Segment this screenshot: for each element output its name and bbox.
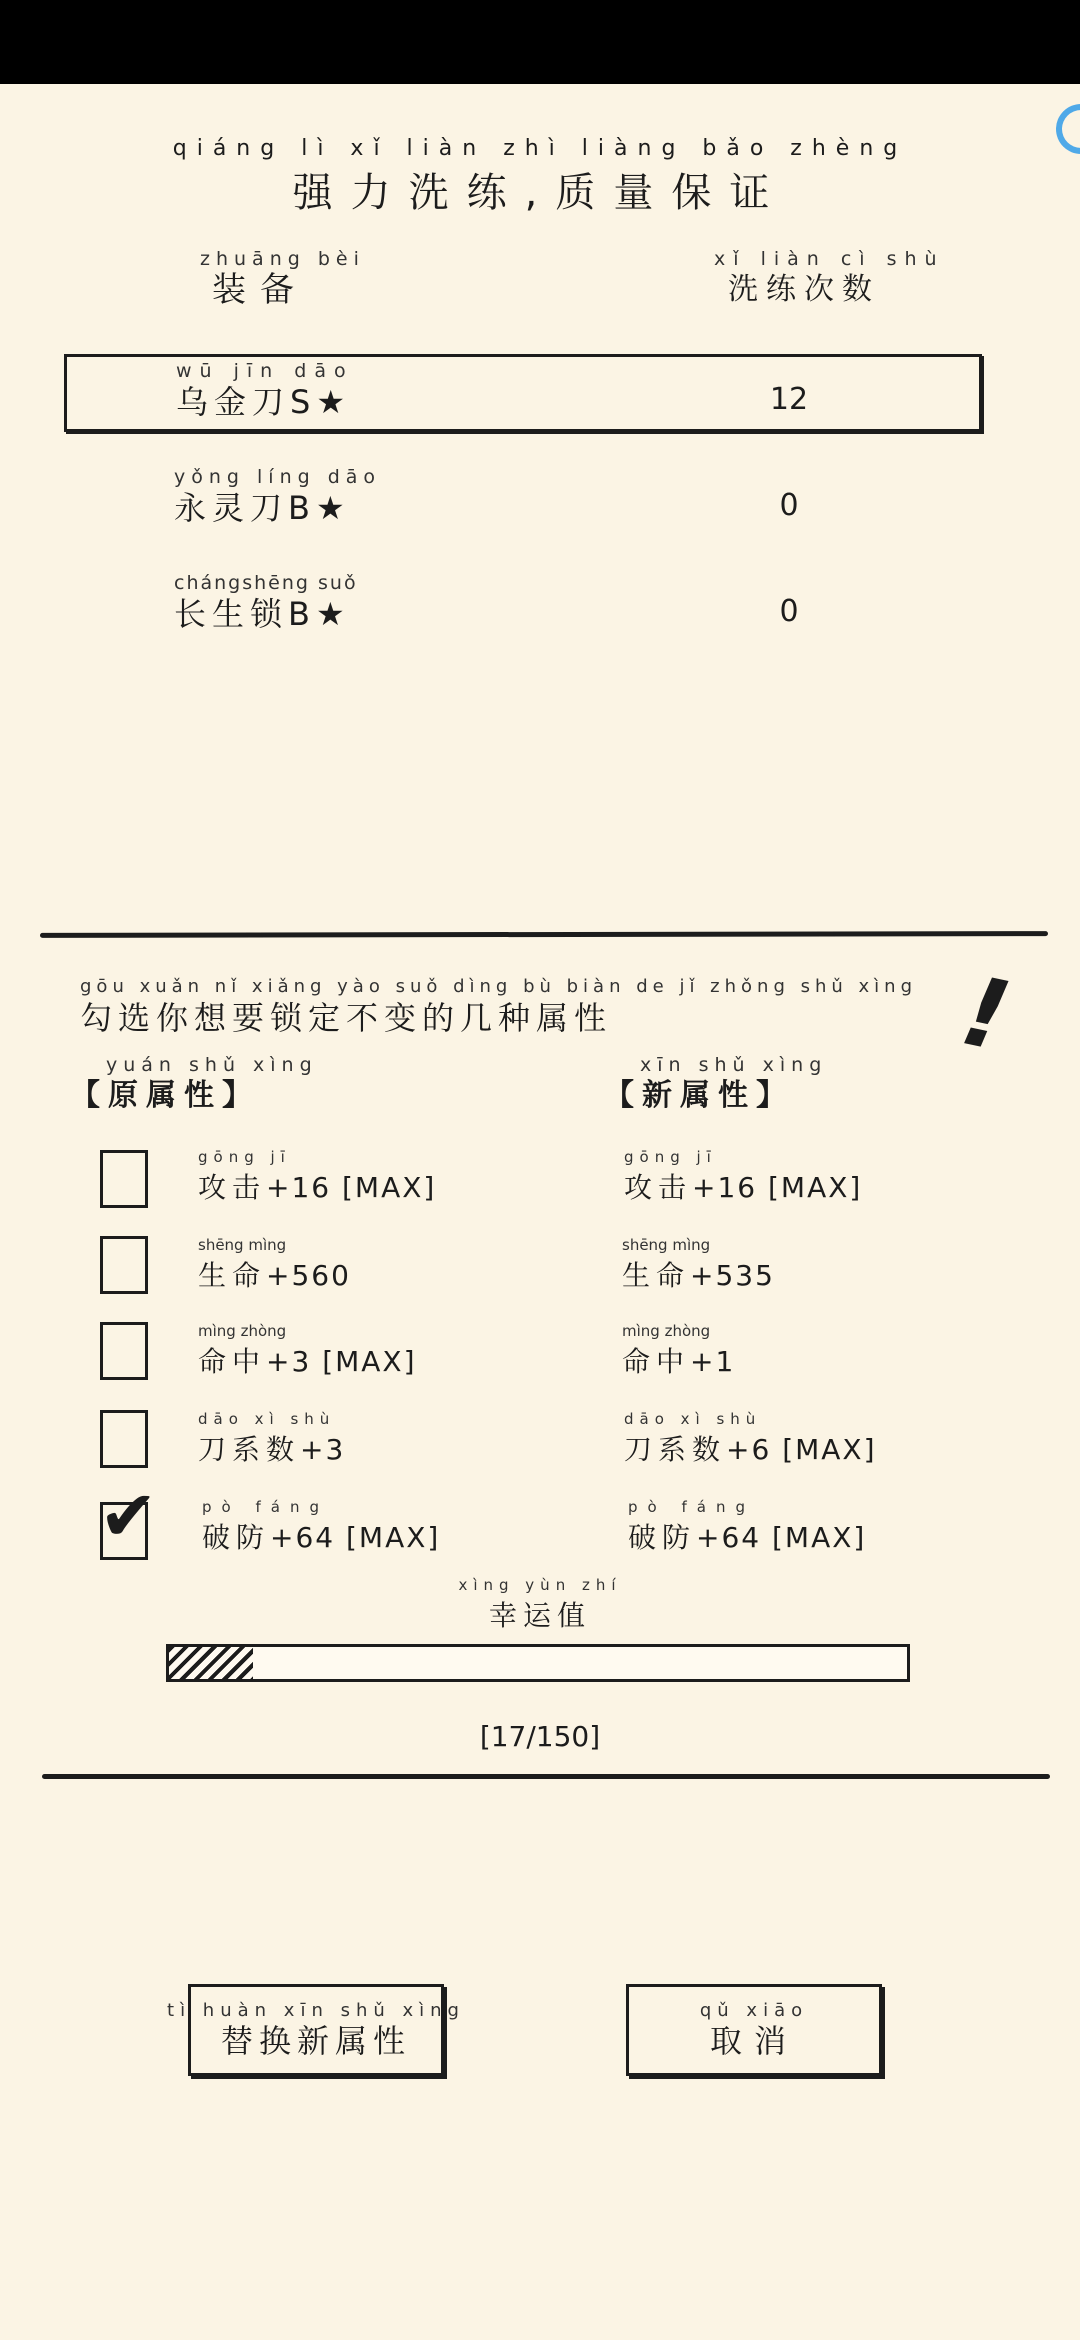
lock-checkbox-health[interactable] (100, 1236, 148, 1294)
equipment-pinyin: chángshēng suǒ (174, 572, 358, 594)
new-attribute-hit: mìng zhòng 命中+1 (622, 1322, 736, 1378)
refine-count: 0 (779, 594, 799, 629)
equipment-name: 长生锁B★ (174, 595, 351, 633)
old-attributes-header: yuán shǔ xìng 【原属性】 (70, 1054, 318, 1113)
equipment-row[interactable] (64, 568, 982, 644)
new-attribute-blade-coefficient: dāo xì shù 刀系数+6 [MAX] (624, 1410, 877, 1466)
equipment-row[interactable] (64, 462, 982, 538)
warning-icon[interactable]: ! (952, 954, 1019, 1074)
checkmark-icon: ✔ (99, 1475, 158, 1557)
equipment-row[interactable] (64, 356, 982, 432)
new-attribute-health: shēng mìng 生命+535 (622, 1236, 775, 1292)
section-divider (40, 931, 1048, 938)
old-attribute-health: shēng mìng 生命+560 (198, 1236, 351, 1292)
cancel-button[interactable]: qǔ xiāo 取消 (626, 1984, 882, 2076)
page-title-text: 强力洗练,质量保证 (292, 170, 788, 216)
lock-instruction: gōu xuǎn nǐ xiǎng yào suǒ dìng bù biàn de jǐ zhǒng shǔ xìng 勾选你想要锁定不变的几种属性 (80, 976, 917, 1037)
lock-checkbox-attack[interactable] (100, 1150, 148, 1208)
replace-new-attributes-button[interactable]: tì huàn xīn shǔ xìng 替换新属性 (188, 1984, 444, 2076)
equipment-name: 乌金刀S★ (176, 383, 352, 421)
lock-checkbox-blade-coefficient[interactable] (100, 1410, 148, 1468)
status-bar (0, 0, 1080, 84)
luck-label: xìng yùn zhí 幸运值 (458, 1576, 622, 1632)
refine-count-column-header: xǐ liàn cì shù 洗练次数 (714, 248, 945, 307)
equipment-column-header: zhuāng bèi 装备 (200, 248, 365, 310)
page-title-pinyin: qiáng lì xǐ liàn zhì liàng bǎo zhèng (172, 136, 908, 161)
old-attribute-blade-coefficient: dāo xì shù 刀系数+3 (198, 1410, 346, 1466)
new-attribute-attack: gōng jī 攻击+16 [MAX] (624, 1148, 863, 1204)
luck-value: [17/150] (479, 1720, 601, 1753)
equipment-name: 永灵刀B★ (174, 489, 351, 527)
old-attribute-hit: mìng zhòng 命中+3 [MAX] (198, 1322, 417, 1378)
lock-checkbox-armor-break[interactable] (99, 1475, 158, 1560)
old-attribute-armor-break: pò fáng 破防+64 [MAX] (202, 1498, 441, 1554)
old-attribute-attack: gōng jī 攻击+16 [MAX] (198, 1148, 437, 1204)
luck-progress-bar (166, 1644, 910, 1682)
page-title (0, 136, 1080, 218)
lock-checkbox-hit[interactable] (100, 1322, 148, 1380)
equipment-pinyin: wū jīn dāo (176, 360, 354, 382)
refine-count: 12 (769, 382, 809, 417)
new-attribute-armor-break: pò fáng 破防+64 [MAX] (628, 1498, 867, 1554)
refine-count: 0 (779, 488, 799, 523)
new-attributes-header: xīn shǔ xìng 【新属性】 (604, 1054, 828, 1113)
equipment-pinyin: yǒng líng dāo (174, 466, 382, 488)
section-divider-bottom (42, 1774, 1050, 1779)
luck-progress-fill (169, 1647, 253, 1679)
